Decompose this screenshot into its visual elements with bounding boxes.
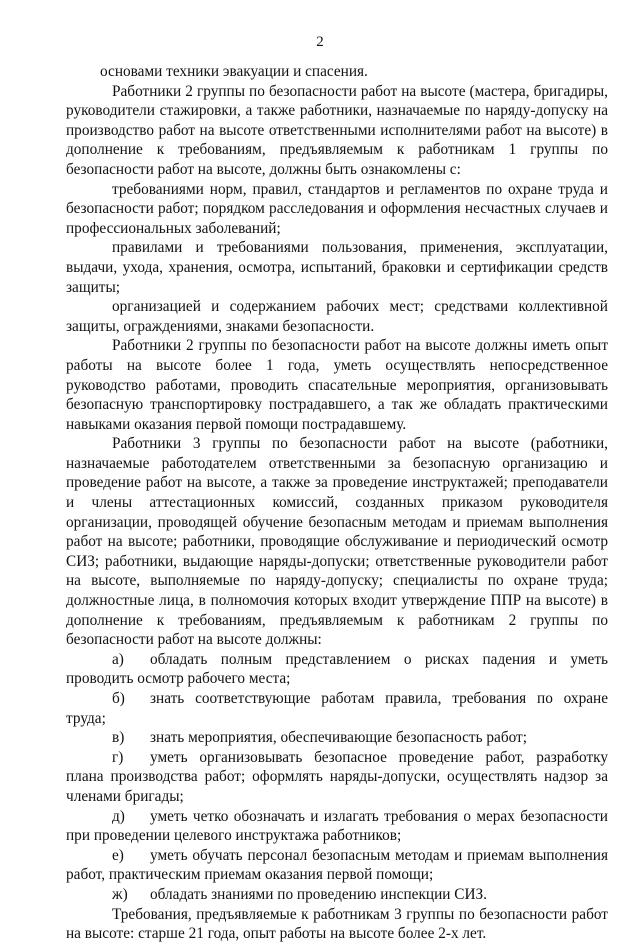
list-item bbox=[66, 846, 608, 885]
paragraph-group2-intro: Работники 2 группы по безопасности работ на высоте (мастера, бригадиры, руководители стажировки, а также работники, назначаемые по наряду-допуску на производство работ на высоте ответственными исполнителями работ на высоте) в дополнение к требованиям, предъявляемым к работникам 1 группы по безопасности работ на высоте, должны быть ознакомлены с: bbox=[66, 82, 608, 178]
list-marker: г) bbox=[112, 748, 124, 766]
list-text: обладать знаниями по проведению инспекции СИЗ. bbox=[150, 885, 488, 903]
list-text: знать соответствующие работам правила, требования по охране труда; bbox=[66, 690, 608, 727]
list-text: обладать полным представлением о рисках падения и уметь проводить осмотр рабочего места; bbox=[66, 650, 608, 688]
list-item bbox=[66, 728, 608, 748]
list-item bbox=[66, 807, 608, 846]
list-text: уметь четко обозначать и излагать требования о мерах безопасности при проведении целевого инструктажа работников; bbox=[66, 807, 608, 845]
list-text: уметь обучать персонал безопасным методам и приемам выполнения работ, практическим приемам оказания первой помощи; bbox=[66, 846, 608, 884]
list-marker: ж) bbox=[112, 885, 128, 903]
list-marker: е) bbox=[112, 846, 124, 864]
list-item bbox=[66, 748, 608, 807]
document-body bbox=[66, 62, 608, 944]
paragraph-group3-requirements: Требования, предъявляемые к работникам 3 группы по безопасности работ на высоте: старше 21 года, опыт работы на высоте более 2-х лет. bbox=[66, 905, 608, 943]
list-marker: д) bbox=[112, 807, 125, 825]
paragraph-protection-rules: правилами и требованиями пользования, применения, эксплуатации, выдачи, ухода, хранения, осмотра, испытаний, браковки и сертификации средств защиты; bbox=[66, 239, 608, 296]
list-item bbox=[66, 689, 608, 728]
list-text: уметь организовывать безопасное проведение работ, разработку плана производства работ; оформлять наряды-допуски, осуществлять надзор за членами бригады; bbox=[66, 748, 608, 805]
list-text: знать мероприятия, обеспечивающие безопасность работ; bbox=[150, 729, 527, 747]
paragraph-group3-intro: Работники 3 группы по безопасности работ на высоте (работники, назначаемые работодателем ответственными за безопасную организацию и проведение работ на высоте, а также за проведение инструктажей; преподаватели и члены аттестационных комиссий, созданных приказом руководителя организации, проводящей обучение безопасным методам и приемам выполнения работ на высоте; работники, проводящие обслуживание и периодический осмотр СИЗ; работники, выдающие наряды-допуски; ответственные руководители работ на высоте, выполняемые по наряду-допуску; специалисты по охране труда; должностные лица, в полномочия которых входит утверждение ППР на высоте) в дополнение к требованиям, предъявляемым к работникам 2 группы по безопасности работ на высоте должны: bbox=[66, 435, 608, 649]
list-item bbox=[66, 650, 608, 689]
list-item bbox=[66, 885, 608, 905]
paragraph-continuation: основами техники эвакуации и спасения. bbox=[100, 63, 368, 80]
list-marker: а) bbox=[112, 650, 124, 668]
list-marker: в) bbox=[112, 729, 125, 747]
page-number: 2 bbox=[316, 34, 324, 50]
list-marker: б) bbox=[112, 690, 125, 707]
paragraph-norms: требованиями норм, правил, стандартов и регламентов по охране труда и безопасности работ; порядком расследования и оформления несчастных случаев и профессиональных заболеваний; bbox=[66, 180, 608, 237]
paragraph-workplace: организацией и содержанием рабочих мест; средствами коллективной защиты, ограждениями, знаками безопасности. bbox=[66, 298, 608, 335]
paragraph-group2-experience: Работники 2 группы по безопасности работ на высоте должны иметь опыт работы на высоте более 1 года, уметь осуществлять непосредственное руководство работами, проводить спасательные мероприятия, организовывать безопасную транспортировку пострадавшего, а так же обладать практическими навыками оказания первой помощи пострадавшему. bbox=[66, 337, 608, 433]
